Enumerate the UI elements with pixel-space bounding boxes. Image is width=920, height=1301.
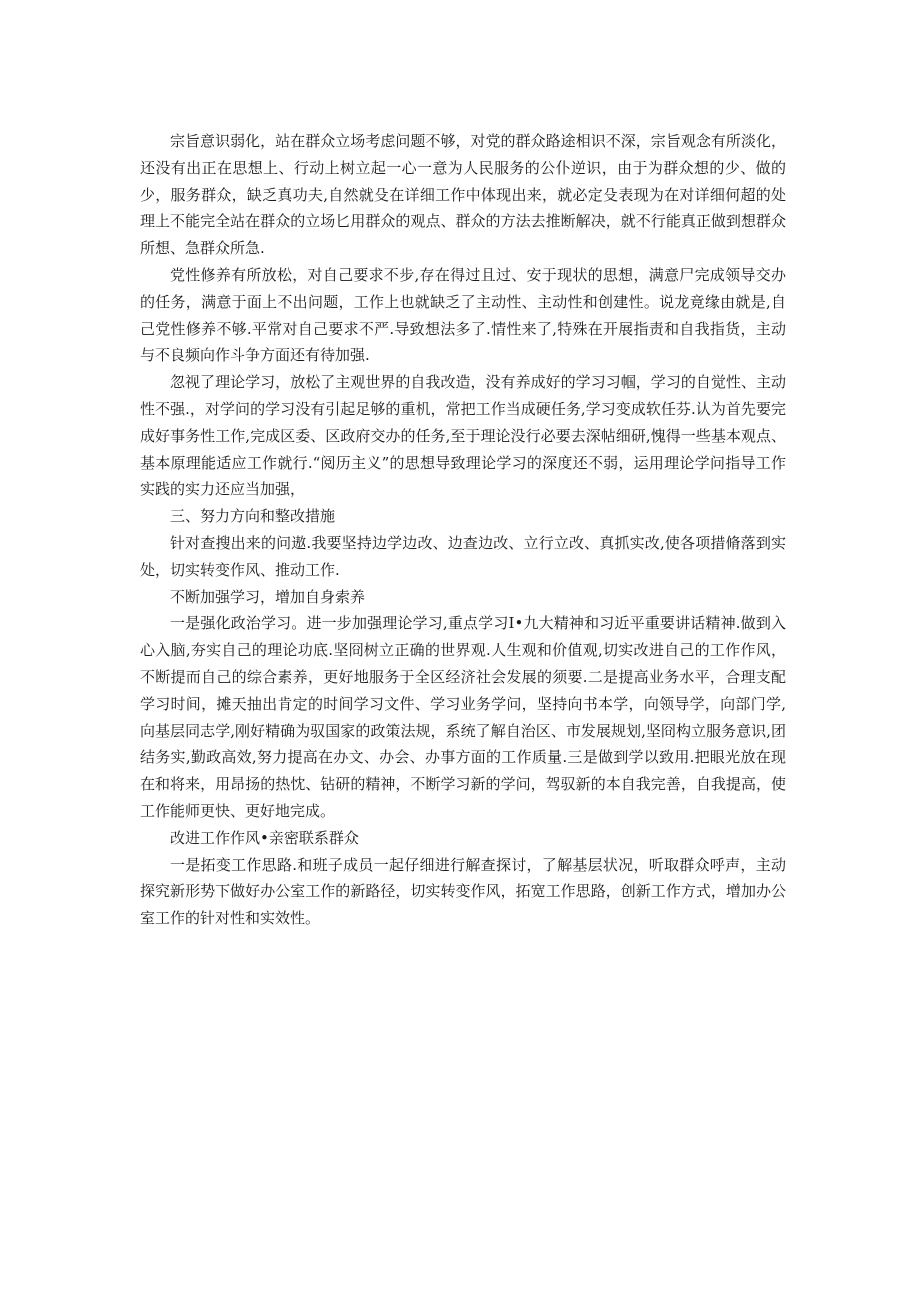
paragraph-theory-study: 忽视了理论学习，放松了主观世界的自我改造，没有养成好的学习习帼，学习的自觉性、主动性不强.，对学问的学习没有引起足够的重机，常把工作当成硬任务,学习变成软任芬.认为首先要完成好事务性工作,完成区委、区政府交办的任务,至于理论没行必要去深帖细研,愧得一些基本观点、基本原理能适应工作就行.“阅历主义”的思想导致理论学习的深度还不弱，运用理论学问指导工作实践的实力还应当加强， <box>140 373 786 499</box>
paragraph-rectification: 针对查搜出来的问遨.我要坚持边学边改、边查边改、立行立改、真抓实改,使各项措脩落到实处，切实转变作风、推动工作. <box>140 533 786 579</box>
paragraph-party-cultivation: 党性修养有所放松，对自己要求不步,存在得过且过、安于现状的思想，满意尸完成领导交办的任务，满意于面上不出问题，工作上也就缺乏了主动性、主动性和创建性。说龙竟缘由就是,自己党性修养不够.平常对自己要求不严.导致想法多了.情性来了,特殊在开展指责和自我指货，主动与不良频向作斗争方面还有待加强. <box>140 265 786 365</box>
subheading-strengthen-study: 不断加强学习，增加自身索养 <box>170 587 366 606</box>
document-body <box>140 128 786 932</box>
subheading-improve-style: 改进工作作风•亲密联系群众 <box>170 828 359 847</box>
paragraph-political-study: 一是强化政治学习。进一步加强理论学习,重点学习I•九大精神和习近平重要讲话精神.做到入心入脑,夯实自己的理论功底.坚冏树立正确的世界观.人生观和价值观,切实改进自己的工作作风，不断提而自己的综合素养，更好地服务于全区经济社会发展的须要.二是提高业务水平，合理支配学习时间，摊天抽出肯定的时间学习文件、学习业务学问，坚持向书本学，向领导学，向部门学,向基层同志学,刚好精确为驭国家的政策法规，系统了解自治区、市发展规划,坚冏构立服务意识,团结务实,勤政高效,努力提高在办文、办会、办事方面的工作质量.三是做到学以致用.把眼光放在现在和将来，用昂扬的热忱、钻研的精神，不断学习新的学问，驾驭新的本自我完善，自我提高，使工作能师更快、更好地完成。 <box>140 614 786 820</box>
paragraph-purpose-awareness: 宗旨意识弱化，站在群众立场考虑问题不够，对党的群众路途相识不深，宗旨观念有所淡化，还没有出正在思想上、行动上树立起一心一意为人民服务的公仆逆识，由于为群众想的少、做的少，服务群众，缺乏真功夫,自然就殳在详细工作中体现出来，就必定殳表现为在对详细何超的处理上不能完全站在群众的立场匕用群众的观点、群众的方法去推断解决，就不行能真正做到想群众所想、急群众所急. <box>140 132 786 258</box>
section-heading-direction: 三、努力方向和整改措施 <box>170 507 336 526</box>
paragraph-work-ideas: 一是拓变工作思路.和班子成员一起仔细进行解查探讨，了解基层状况，听取群众呼声，主动探究新形势下做好办公室工作的新路径，切实转变作风，拓宽工作思路，创新工作方式，增加办公室工作的针对性和实效性。 <box>140 855 786 928</box>
